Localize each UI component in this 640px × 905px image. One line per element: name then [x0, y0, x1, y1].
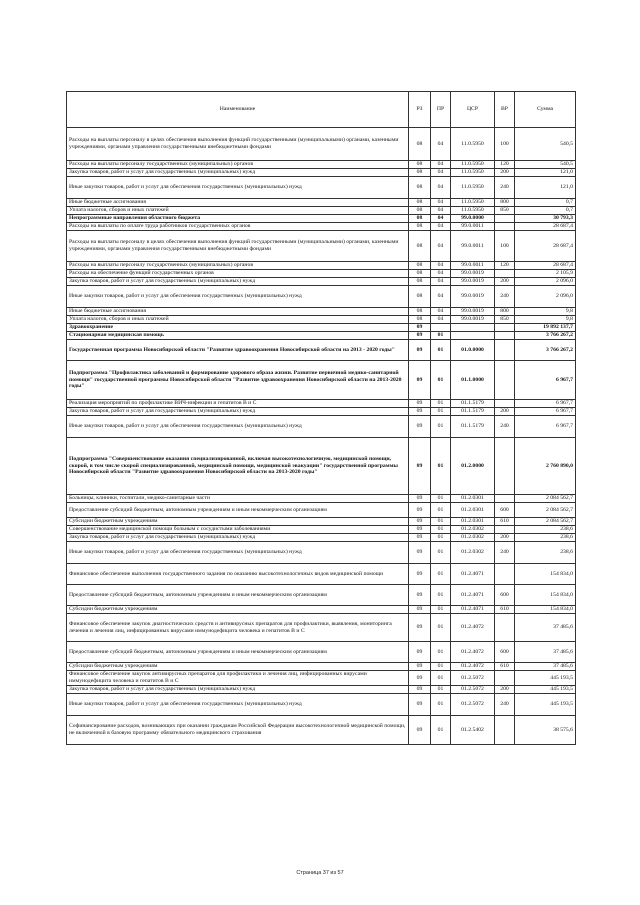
cell-rz: 08 [409, 278, 431, 286]
table-row [67, 438, 576, 495]
cell-pr: 04 [431, 177, 451, 199]
cell-vr [495, 438, 515, 495]
cell-csr: 01.2.0302 [451, 534, 495, 542]
cell-vr: 200 [495, 169, 515, 177]
cell-rz: 08 [409, 270, 431, 278]
cell-csr: 01.2.4072 [451, 642, 495, 663]
cell-vr: 200 [495, 534, 515, 542]
cell-pr: 04 [431, 286, 451, 308]
cell-sum: 2 760 890,0 [515, 438, 576, 495]
table-row [67, 316, 576, 324]
cell-csr: 01.0.0000 [451, 340, 495, 361]
cell-sum: 0,7 [515, 199, 576, 207]
cell-name: Здравоохранение [67, 324, 409, 332]
table-row [67, 308, 576, 316]
cell-pr: 01 [431, 614, 451, 642]
cell-csr: 01.1.5179 [451, 400, 495, 408]
cell-pr: 04 [431, 231, 451, 262]
cell-csr: 01.2.4071 [451, 585, 495, 606]
cell-vr: 240 [495, 416, 515, 438]
cell-pr: 04 [431, 270, 451, 278]
cell-sum: 2 105,9 [515, 270, 576, 278]
cell-csr [451, 324, 495, 332]
cell-rz: 09 [409, 332, 431, 340]
budget-table-container [66, 91, 575, 745]
cell-pr: 04 [431, 128, 451, 161]
cell-pr: 04 [431, 223, 451, 231]
cell-rz: 08 [409, 262, 431, 270]
cell-name: Расходы на выплаты персоналу в целях обеспечения выполнения функций государственными (муниципальными) органами, казенными учреждениями, органами управления государственными внебюджетными фондами [67, 231, 409, 262]
cell-csr: 01.2.0302 [451, 542, 495, 564]
cell-name: Иные закупки товаров, работ и услуг для обеспечения государственных (муниципальных) нужд [67, 177, 409, 199]
cell-vr [495, 671, 515, 686]
cell-name: Иные бюджетные ассигнования [67, 308, 409, 316]
table-row [67, 686, 576, 694]
cell-vr: 120 [495, 262, 515, 270]
cell-pr [431, 324, 451, 332]
cell-sum: 37 485,6 [515, 663, 576, 671]
cell-sum: 6 967,7 [515, 400, 576, 408]
header-name: Наименование [67, 92, 409, 128]
cell-csr: 01.2.4072 [451, 663, 495, 671]
cell-sum: 9,8 [515, 316, 576, 324]
cell-name: Непрограммные направления областного бюджета [67, 215, 409, 223]
cell-vr: 120 [495, 161, 515, 169]
cell-rz: 08 [409, 177, 431, 199]
cell-rz: 08 [409, 308, 431, 316]
cell-sum: 2 084 562,7 [515, 518, 576, 526]
cell-rz: 08 [409, 223, 431, 231]
cell-rz: 08 [409, 169, 431, 177]
cell-csr: 99.0.0011 [451, 262, 495, 270]
cell-pr: 04 [431, 215, 451, 223]
cell-vr: 800 [495, 199, 515, 207]
cell-name: Иные закупки товаров, работ и услуг для обеспечения государственных (муниципальных) нужд [67, 694, 409, 716]
cell-name: Закупка товаров, работ и услуг для государственных (муниципальных) нужд [67, 169, 409, 177]
cell-sum: 6 967,7 [515, 361, 576, 400]
cell-pr: 04 [431, 308, 451, 316]
cell-vr: 800 [495, 308, 515, 316]
cell-vr [495, 400, 515, 408]
cell-vr: 100 [495, 128, 515, 161]
cell-sum: 445 193,5 [515, 686, 576, 694]
cell-name: Стационарная медицинская помощь [67, 332, 409, 340]
cell-pr: 01 [431, 671, 451, 686]
cell-sum: 238,6 [515, 542, 576, 564]
cell-pr: 01 [431, 564, 451, 585]
cell-vr: 200 [495, 408, 515, 416]
cell-sum: 37 485,6 [515, 614, 576, 642]
cell-sum: 121,0 [515, 177, 576, 199]
table-row [67, 169, 576, 177]
cell-rz: 08 [409, 161, 431, 169]
budget-table [66, 91, 576, 745]
cell-rz: 09 [409, 534, 431, 542]
cell-sum: 9,8 [515, 308, 576, 316]
table-row [67, 215, 576, 223]
cell-name: Иные бюджетные ассигнования [67, 199, 409, 207]
cell-rz: 08 [409, 316, 431, 324]
cell-name: Финансовое обеспечение закупок диагностических средств и антивирусных препаратов для профилактики, выявления, мониторинга лечения и лечения лиц, инфицированных вирусами иммунодефицита человека и гепатитов В и С [67, 614, 409, 642]
cell-sum: 154 834,0 [515, 585, 576, 606]
cell-vr: 200 [495, 278, 515, 286]
cell-csr: 01.2.5072 [451, 694, 495, 716]
cell-name: Софинансирование расходов, возникающих при оказании гражданам Российской Федерации высокотехнологичной медицинской помощи, не включенной в базовую программу обязательного медицинского страхования [67, 716, 409, 745]
table-row [67, 716, 576, 745]
cell-rz: 09 [409, 663, 431, 671]
cell-pr: 04 [431, 199, 451, 207]
cell-pr: 01 [431, 400, 451, 408]
cell-csr: 01.2.4072 [451, 614, 495, 642]
cell-pr: 01 [431, 416, 451, 438]
cell-rz: 09 [409, 606, 431, 614]
cell-name: Закупка товаров, работ и услуг для государственных (муниципальных) нужд [67, 534, 409, 542]
cell-sum: 121,0 [515, 169, 576, 177]
cell-pr: 01 [431, 534, 451, 542]
table-row [67, 207, 576, 215]
cell-csr: 99.0.0019 [451, 286, 495, 308]
cell-name: Больницы, клиники, госпитали, медико-санитарные части [67, 495, 409, 503]
table-row [67, 642, 576, 663]
table-row [67, 161, 576, 169]
cell-sum: 445 193,5 [515, 671, 576, 686]
cell-pr: 01 [431, 585, 451, 606]
cell-sum: 540,5 [515, 128, 576, 161]
table-header-row [67, 92, 576, 128]
cell-rz: 08 [409, 199, 431, 207]
cell-rz: 09 [409, 614, 431, 642]
cell-pr: 01 [431, 340, 451, 361]
cell-vr: 600 [495, 642, 515, 663]
cell-csr: 99.0.0019 [451, 270, 495, 278]
cell-sum: 28 687,4 [515, 262, 576, 270]
cell-pr: 01 [431, 503, 451, 518]
cell-csr: 11.0.5950 [451, 199, 495, 207]
cell-rz: 08 [409, 231, 431, 262]
table-row [67, 614, 576, 642]
cell-sum: 28 687,4 [515, 223, 576, 231]
table-row [67, 286, 576, 308]
cell-sum: 3 766 267,2 [515, 340, 576, 361]
cell-pr: 04 [431, 262, 451, 270]
table-row [67, 606, 576, 614]
cell-pr: 01 [431, 542, 451, 564]
cell-rz: 09 [409, 686, 431, 694]
cell-rz: 09 [409, 585, 431, 606]
table-row [67, 177, 576, 199]
cell-rz: 09 [409, 438, 431, 495]
cell-csr: 11.0.5950 [451, 207, 495, 215]
header-rz: РЗ [409, 92, 431, 128]
table-row [67, 518, 576, 526]
cell-csr: 99.0.0019 [451, 316, 495, 324]
cell-csr: 01.2.0000 [451, 438, 495, 495]
cell-csr: 01.2.0301 [451, 518, 495, 526]
cell-rz: 09 [409, 542, 431, 564]
cell-vr [495, 215, 515, 223]
cell-csr: 01.1.5179 [451, 408, 495, 416]
table-row [67, 332, 576, 340]
table-row [67, 585, 576, 606]
cell-name: Иные закупки товаров, работ и услуг для обеспечения государственных (муниципальных) нужд [67, 542, 409, 564]
cell-csr: 01.2.5402 [451, 716, 495, 745]
header-pr: ПР [431, 92, 451, 128]
cell-rz: 09 [409, 503, 431, 518]
cell-pr: 01 [431, 663, 451, 671]
cell-rz: 09 [409, 564, 431, 585]
cell-csr: 99.0.0011 [451, 223, 495, 231]
cell-name: Подпрограмма "Профилактика заболеваний и формирование здорового образа жизни. Развитие первичной медико-санитарной помощи" государственной программы Новосибирской области "Развитие здравоохранения Новосибирской области на 2013-2020 годы" [67, 361, 409, 400]
table-row [67, 542, 576, 564]
cell-name: Предоставление субсидий бюджетным, автономным учреждениям и иным некоммерческим организациям [67, 585, 409, 606]
cell-sum: 0,7 [515, 207, 576, 215]
cell-vr: 610 [495, 663, 515, 671]
cell-sum: 37 485,6 [515, 642, 576, 663]
cell-rz: 09 [409, 694, 431, 716]
cell-rz: 08 [409, 128, 431, 161]
header-csr: ЦСР [451, 92, 495, 128]
cell-sum: 30 793,3 [515, 215, 576, 223]
cell-sum: 154 834,0 [515, 564, 576, 585]
cell-sum: 19 892 137,7 [515, 324, 576, 332]
cell-sum: 6 967,7 [515, 416, 576, 438]
table-row [67, 324, 576, 332]
table-row [67, 128, 576, 161]
cell-sum: 238,6 [515, 534, 576, 542]
cell-pr: 04 [431, 316, 451, 324]
cell-vr [495, 361, 515, 400]
cell-vr: 600 [495, 503, 515, 518]
cell-sum: 238,6 [515, 526, 576, 534]
cell-csr: 01.2.4071 [451, 564, 495, 585]
cell-name: Финансовое обеспечение выполнения государственного задания по оказанию высокотехнологичных видов медицинской помощи [67, 564, 409, 585]
table-body [67, 128, 576, 745]
table-row [67, 270, 576, 278]
cell-csr: 01.2.4071 [451, 606, 495, 614]
cell-name: Предоставление субсидий бюджетным, автономным учреждениям и иным некоммерческим организациям [67, 503, 409, 518]
cell-sum: 3 766 267,2 [515, 332, 576, 340]
table-row [67, 223, 576, 231]
table-row [67, 408, 576, 416]
cell-vr: 100 [495, 231, 515, 262]
cell-vr: 600 [495, 585, 515, 606]
cell-vr: 610 [495, 606, 515, 614]
cell-vr [495, 223, 515, 231]
cell-csr: 99.0.0000 [451, 215, 495, 223]
cell-rz: 09 [409, 400, 431, 408]
table-row [67, 503, 576, 518]
cell-pr: 01 [431, 518, 451, 526]
cell-sum: 2 084 562,7 [515, 495, 576, 503]
cell-rz: 09 [409, 526, 431, 534]
cell-name: Уплата налогов, сборов и иных платежей [67, 207, 409, 215]
cell-csr: 99.0.0019 [451, 308, 495, 316]
cell-rz: 09 [409, 324, 431, 332]
cell-name: Реализация мероприятий по профилактике ВИЧ-инфекции и гепатитов В и С [67, 400, 409, 408]
cell-csr: 01.2.5072 [451, 671, 495, 686]
cell-csr: 11.0.5950 [451, 169, 495, 177]
cell-csr: 11.0.5950 [451, 161, 495, 169]
cell-sum: 2 096,0 [515, 278, 576, 286]
cell-rz: 09 [409, 642, 431, 663]
cell-name: Закупка товаров, работ и услуг для государственных (муниципальных) нужд [67, 686, 409, 694]
cell-csr: 01.2.0302 [451, 526, 495, 534]
cell-csr: 99.0.0019 [451, 278, 495, 286]
cell-vr: 200 [495, 686, 515, 694]
cell-csr [451, 332, 495, 340]
cell-sum: 38 575,6 [515, 716, 576, 745]
cell-name: Государственная программа Новосибирской области "Развитие здравоохранения Новосибирской области на 2013 - 2020 годы" [67, 340, 409, 361]
table-row [67, 416, 576, 438]
cell-sum: 2 096,0 [515, 286, 576, 308]
cell-name: Предоставление субсидий бюджетным, автономным учреждениям и иным некоммерческим организациям [67, 642, 409, 663]
table-row [67, 495, 576, 503]
cell-vr [495, 332, 515, 340]
cell-vr [495, 716, 515, 745]
cell-vr [495, 495, 515, 503]
cell-pr: 01 [431, 716, 451, 745]
header-sum: Сумма [515, 92, 576, 128]
cell-sum: 154 834,0 [515, 606, 576, 614]
cell-pr: 04 [431, 207, 451, 215]
cell-vr: 850 [495, 316, 515, 324]
cell-csr: 01.2.0301 [451, 503, 495, 518]
cell-csr: 11.0.5950 [451, 177, 495, 199]
cell-csr: 01.2.0301 [451, 495, 495, 503]
cell-rz: 09 [409, 518, 431, 526]
cell-rz: 09 [409, 671, 431, 686]
cell-name: Расходы на выплаты персоналу в целях обеспечения выполнения функций государственными (муниципальными) органами, казенными учреждениями, органами управления государственными внебюджетными фондами [67, 128, 409, 161]
cell-pr: 01 [431, 438, 451, 495]
cell-pr: 04 [431, 278, 451, 286]
cell-pr: 01 [431, 361, 451, 400]
cell-sum: 28 687,4 [515, 231, 576, 262]
cell-name: Финансовое обеспечение закупок антивирусных препаратов для профилактики и лечения лиц, инфицированных вирусами иммунодефицита человека и гепатитов В и С [67, 671, 409, 686]
cell-sum: 445 193,5 [515, 694, 576, 716]
cell-rz: 08 [409, 215, 431, 223]
cell-pr: 01 [431, 642, 451, 663]
cell-name: Уплата налогов, сборов и иных платежей [67, 316, 409, 324]
page-number: Страница 37 из 57 [296, 870, 344, 876]
cell-vr [495, 564, 515, 585]
cell-vr [495, 614, 515, 642]
cell-vr: 610 [495, 518, 515, 526]
cell-pr: 01 [431, 694, 451, 716]
table-row [67, 262, 576, 270]
table-row [67, 278, 576, 286]
cell-rz: 08 [409, 286, 431, 308]
cell-rz: 09 [409, 361, 431, 400]
cell-pr: 01 [431, 606, 451, 614]
cell-name: Иные закупки товаров, работ и услуг для обеспечения государственных (муниципальных) нужд [67, 416, 409, 438]
cell-csr: 01.1.5179 [451, 416, 495, 438]
cell-name: Иные закупки товаров, работ и услуг для обеспечения государственных (муниципальных) нужд [67, 286, 409, 308]
cell-pr: 01 [431, 408, 451, 416]
cell-vr [495, 324, 515, 332]
cell-name: Закупка товаров, работ и услуг для государственных (муниципальных) нужд [67, 408, 409, 416]
cell-name: Расходы на выплаты персоналу государственных (муниципальных) органов [67, 161, 409, 169]
cell-vr: 240 [495, 286, 515, 308]
cell-pr: 01 [431, 686, 451, 694]
cell-rz: 09 [409, 495, 431, 503]
cell-csr: 11.0.5950 [451, 128, 495, 161]
cell-name: Расходы на выплаты по оплате труда работников государственных органов [67, 223, 409, 231]
table-row [67, 526, 576, 534]
cell-name: Подпрограмма "Совершенствование оказания специализированной, включая высокотехнологичную, медицинской помощи, скорой, в том числе скорой специализированной, медицинской помощи, медицинской эвакуации" государственной программы Новосибирской области "Развитие здравоохранения Новосибирской области на 2013-2020 годы" [67, 438, 409, 495]
table-row [67, 564, 576, 585]
cell-vr: 240 [495, 542, 515, 564]
cell-vr: 240 [495, 694, 515, 716]
table-row [67, 340, 576, 361]
cell-rz: 09 [409, 340, 431, 361]
table-row [67, 361, 576, 400]
cell-pr: 01 [431, 332, 451, 340]
cell-name: Субсидии бюджетным учреждениям [67, 663, 409, 671]
cell-csr: 01.1.0000 [451, 361, 495, 400]
cell-name: Расходы на обеспечение функций государственных органов [67, 270, 409, 278]
cell-rz: 09 [409, 408, 431, 416]
table-row [67, 534, 576, 542]
cell-pr: 04 [431, 169, 451, 177]
cell-rz: 08 [409, 207, 431, 215]
cell-name: Совершенствование медицинской помощи больным с сосудистыми заболеваниями [67, 526, 409, 534]
cell-csr: 99.0.0011 [451, 231, 495, 262]
cell-vr [495, 340, 515, 361]
cell-sum: 540,5 [515, 161, 576, 169]
table-row [67, 231, 576, 262]
table-row [67, 199, 576, 207]
table-row [67, 663, 576, 671]
table-row [67, 671, 576, 686]
cell-name: Субсидии бюджетным учреждениям [67, 518, 409, 526]
cell-sum: 6 967,7 [515, 408, 576, 416]
cell-vr [495, 526, 515, 534]
header-vr: ВР [495, 92, 515, 128]
cell-pr: 01 [431, 495, 451, 503]
cell-name: Субсидии бюджетным учреждениям [67, 606, 409, 614]
table-row [67, 694, 576, 716]
cell-name: Закупка товаров, работ и услуг для государственных (муниципальных) нужд [67, 278, 409, 286]
cell-pr: 01 [431, 526, 451, 534]
cell-rz: 09 [409, 716, 431, 745]
cell-vr: 850 [495, 207, 515, 215]
cell-vr: 240 [495, 177, 515, 199]
cell-csr: 01.2.5072 [451, 686, 495, 694]
table-row [67, 400, 576, 408]
cell-rz: 09 [409, 416, 431, 438]
cell-vr [495, 270, 515, 278]
cell-sum: 2 084 562,7 [515, 503, 576, 518]
cell-pr: 04 [431, 161, 451, 169]
cell-name: Расходы на выплаты персоналу государственных (муниципальных) органов [67, 262, 409, 270]
